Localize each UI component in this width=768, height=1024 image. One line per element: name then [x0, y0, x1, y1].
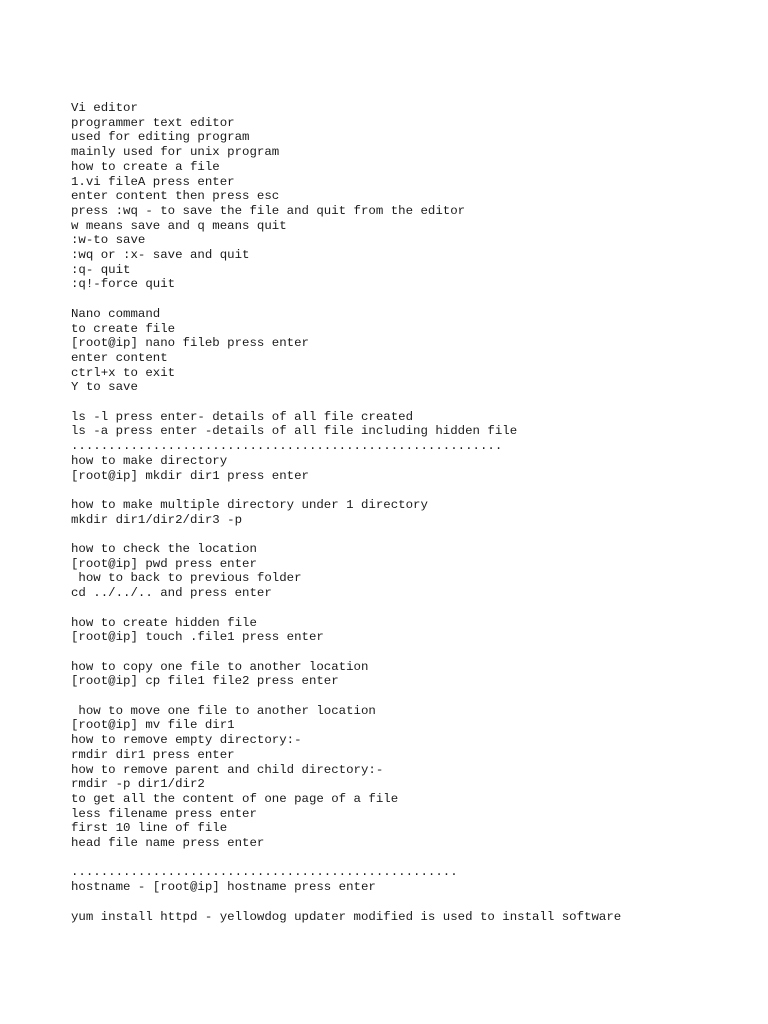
text-line: first 10 line of file: [71, 821, 228, 836]
text-line: ls -l press enter- details of all file created: [71, 409, 414, 424]
text-line: how to remove parent and child directory:-: [71, 762, 384, 777]
text-line: [71, 395, 751, 410]
text-line: how to copy one file to another location: [71, 659, 369, 674]
text-line: 1.vi fileA press enter: [71, 174, 235, 189]
text-line: :q!-force quit: [71, 277, 176, 292]
text-line: yum install httpd - yellowdog updater modified is used to install software: [71, 909, 622, 924]
text-line: Nano command: [71, 306, 161, 321]
text-line: how to make directory: [71, 453, 228, 468]
text-line: [root@ip] mv file dir1: [71, 718, 235, 733]
text-line: used for editing program: [71, 130, 250, 145]
text-line: [71, 483, 751, 498]
text-line: how to move one file to another location: [71, 703, 376, 718]
text-line: how to make multiple directory under 1 directory: [71, 497, 428, 512]
text-line: to create file: [71, 321, 176, 336]
text-line: enter content then press esc: [71, 189, 280, 204]
text-line: [root@ip] cp file1 file2 press enter: [71, 674, 339, 689]
text-line: [71, 292, 751, 307]
text-line: [root@ip] nano fileb press enter: [71, 336, 309, 351]
text-line: how to create hidden file: [71, 615, 257, 630]
text-line: how to remove empty directory:-: [71, 733, 302, 748]
text-line: [root@ip] pwd press enter: [71, 556, 257, 571]
text-line: hostname - [root@ip] hostname press enter: [71, 880, 376, 895]
text-line: :q- quit: [71, 262, 131, 277]
text-line: head file name press enter: [71, 836, 265, 851]
text-line: ctrl+x to exit: [71, 365, 176, 380]
text-line: [71, 689, 751, 704]
text-line: how to create a file: [71, 159, 220, 174]
document-body: [71, 101, 751, 924]
text-line: w means save and q means quit: [71, 218, 287, 233]
text-line: [root@ip] touch .file1 press enter: [71, 630, 324, 645]
text-line: :wq or :x- save and quit: [71, 248, 250, 263]
text-line: ..........................................................: [71, 439, 503, 454]
text-line: ....................................................: [71, 865, 458, 880]
text-line: :w-to save: [71, 233, 146, 248]
text-line: less filename press enter: [71, 806, 257, 821]
text-line: ls -a press enter -details of all file including hidden file: [71, 424, 518, 439]
text-line: press :wq - to save the file and quit from the editor: [71, 203, 466, 218]
text-line: mkdir dir1/dir2/dir3 -p: [71, 512, 243, 527]
text-line: enter content: [71, 350, 168, 365]
text-line: [71, 527, 751, 542]
text-line: programmer text editor: [71, 115, 235, 130]
text-line: how to check the location: [71, 542, 257, 557]
text-line: [71, 851, 751, 866]
text-line: mainly used for unix program: [71, 145, 280, 160]
text-line: [71, 601, 751, 616]
text-line: rmdir dir1 press enter: [71, 747, 235, 762]
text-line: Y to save: [71, 380, 138, 395]
text-line: Vi editor: [71, 101, 138, 115]
text-line: [71, 645, 751, 660]
text-line: to get all the content of one page of a file: [71, 791, 399, 806]
text-line: cd ../../.. and press enter: [71, 586, 272, 601]
text-line: [root@ip] mkdir dir1 press enter: [71, 468, 309, 483]
text-line: [71, 895, 751, 910]
text-line: how to back to previous folder: [71, 571, 302, 586]
text-line: rmdir -p dir1/dir2: [71, 777, 205, 792]
